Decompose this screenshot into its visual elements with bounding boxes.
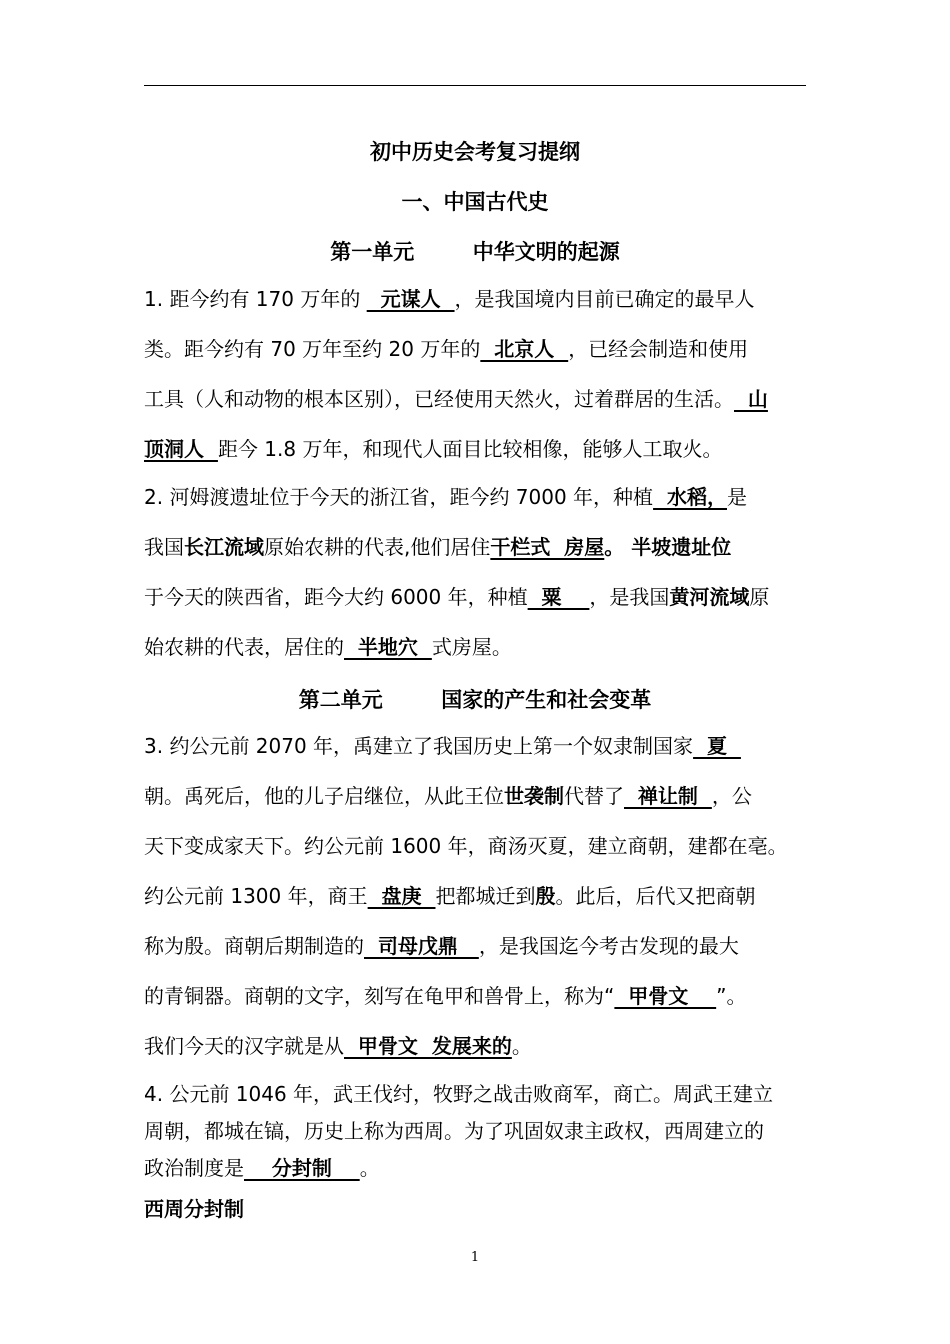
paragraph-4: 4. 公元前 1046 年，武王伐纣，牧野之战击败商军，商亡。周武王建立 周朝，都城在镐，历史上称为西周。为了巩固奴隶主政权，西周建立的 政治制度是 分封制 。 xyxy=(144,1082,774,1180)
subheading: 西周分封制 xyxy=(144,1197,244,1221)
doc-title: 初中历史会考复习提纲 xyxy=(370,140,580,164)
page-number: 1 xyxy=(470,1250,480,1265)
paragraph-2: 2. 河姆渡遗址位于今天的浙江省，距今约 7000 年，种植 水稻，是 我国长江流域原始农耕的代表,他们居住干栏式 房屋。 半坡遗址位 于今天的陕西省，距今大约 6000 年，种植 粟 ，是我国黄河流域原 始农耕的代表，居住的 半地穴 式房屋。 xyxy=(144,485,770,659)
paragraph-3: 3. 约公元前 2070 年，禹建立了我国历史上第一个奴隶制国家 夏 朝。禹死后，他的儿子启继位，从此王位世袭制代替了 禅让制 ，公 天下变成家天下。约公元前 1600 年，商汤灭夏，建立商朝，建都在亳。 约公元前 1300 年，商王 盘庚 把都城迁到殷。此后，后代又把商朝 称为殷。商朝后期制造的 司母戊鼎 ，是我国迄今考古发现的最大 的青铜器。商朝的文字，刻写在龟甲和兽骨上，称为“ 甲骨文 ”。 我们今天的汉字就是从 甲骨文 发展来的。 xyxy=(144,734,788,1058)
header-rule xyxy=(144,85,806,86)
unit-heading-1: 第一单元 中华文明的起源 xyxy=(330,240,620,264)
paragraph-1: 1. 距今约有 170 万年的 元谋人 ，是我国境内目前已确定的最早人 类。距今约有 70 万年至约 20 万年的 北京人 ，已经会制造和使用 工具（人和动物的根本区别），已经使用天然火，过着群居的生活。 山 顶洞人 距今 1.8 万年，和现代人面目比较相像，能够人工取火。 xyxy=(144,287,768,461)
section-heading: 一、中国古代史 xyxy=(401,190,549,214)
unit-heading-2: 第二单元 国家的产生和社会变革 xyxy=(298,688,652,712)
